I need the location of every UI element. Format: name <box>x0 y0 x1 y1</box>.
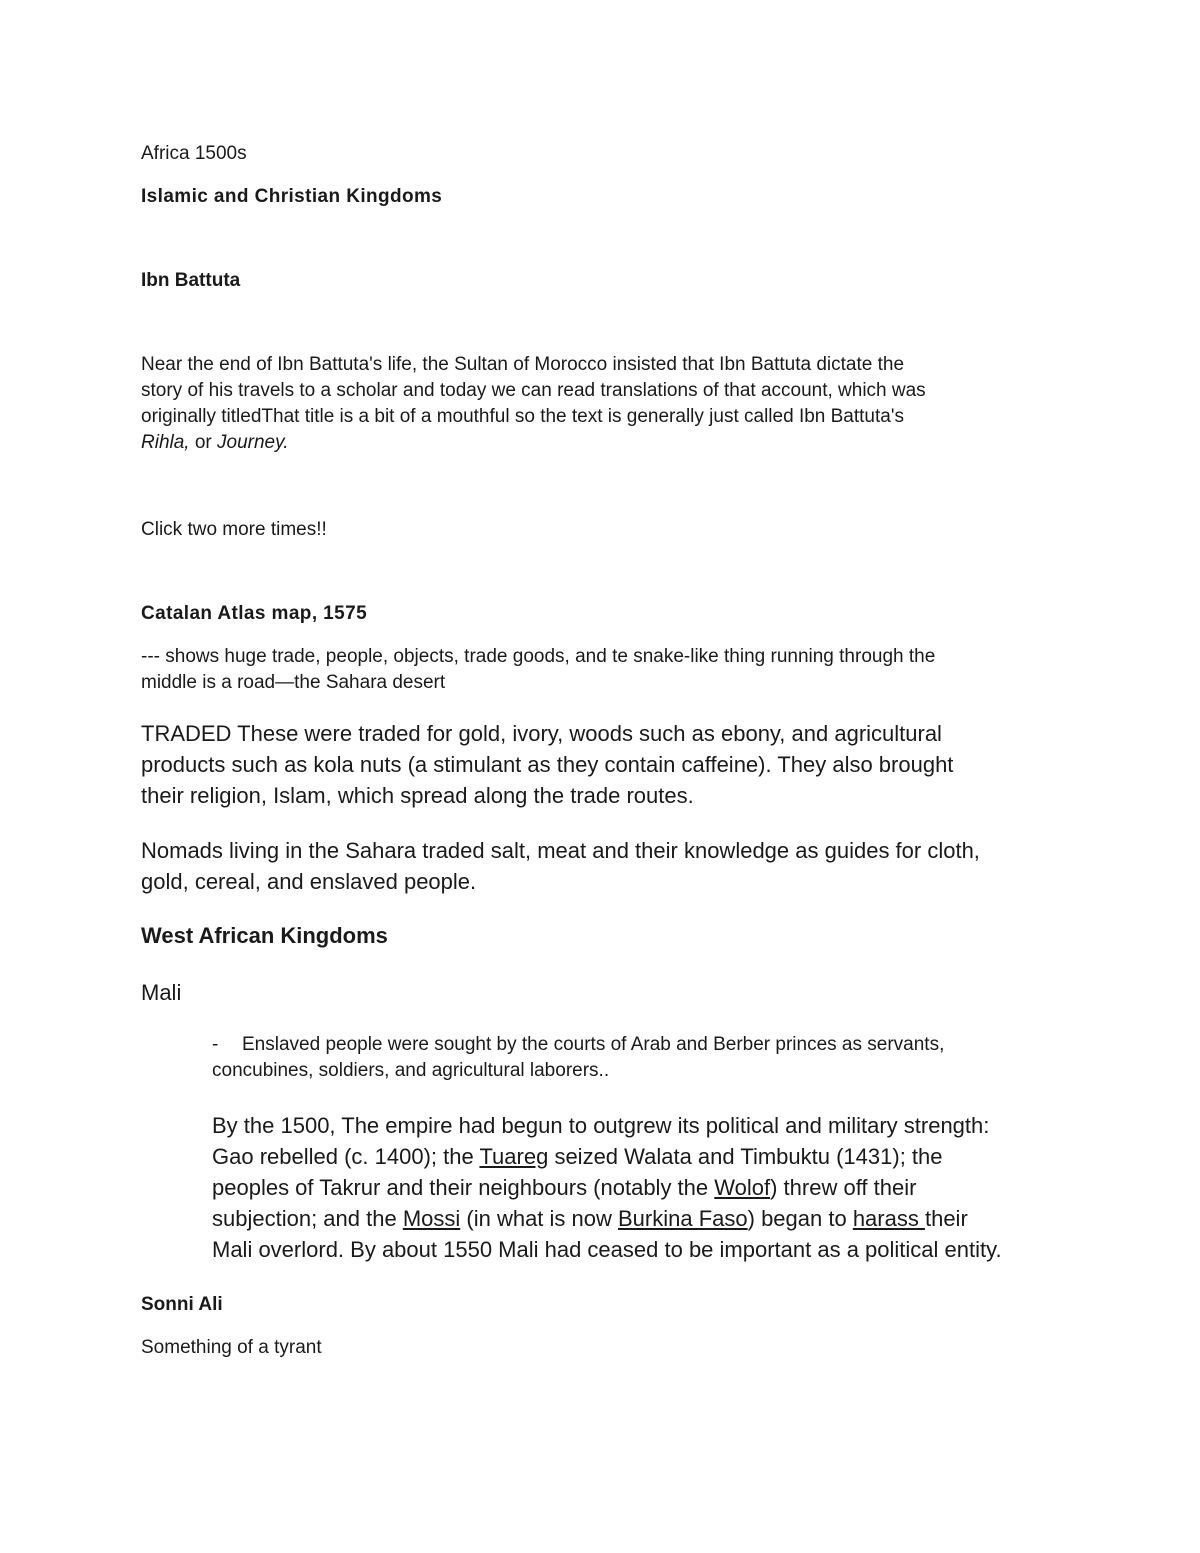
catalan-paragraph <box>141 644 935 696</box>
traded-line-2: products such as kola nuts (a stimulant as they contain caffeine). They also brought <box>141 752 954 777</box>
nomads-line-1: Nomads living in the Sahara traded salt, meat and their knowledge as guides for cloth, <box>141 838 980 863</box>
mali-label: Mali <box>141 980 182 1005</box>
ibn-battuta-paragraph <box>141 352 926 456</box>
mali-line-3-text-b: ) threw off their <box>770 1175 917 1200</box>
mali-line-2-text-a: Gao rebelled (c. 1400); the <box>212 1144 480 1169</box>
bullet-line-2: concubines, soldiers, and agricultural laborers.. <box>212 1060 610 1081</box>
wolof-link[interactable]: Wolof <box>714 1175 771 1200</box>
journey-word: Journey. <box>217 432 289 453</box>
enslaved-bullet <box>212 1032 944 1084</box>
heading-west-african-kingdoms: West African Kingdoms <box>141 923 388 948</box>
document-title-line: Africa 1500s <box>141 143 247 164</box>
mali-line-4-text-d: their <box>924 1206 968 1231</box>
bullet-text-1: Enslaved people were sought by the courts of Arab and Berber princes as servants, <box>242 1034 945 1055</box>
mali-line-4-text-b: (in what is now <box>460 1206 618 1231</box>
rihla-word: Rihla, <box>141 432 190 453</box>
traded-line-3: their religion, Islam, which spread along the trade routes. <box>141 783 694 808</box>
heading-ibn-battuta: Ibn Battuta <box>141 270 241 291</box>
mali-line-1: By the 1500, The empire had begun to outgrew its political and military strength: <box>212 1113 990 1138</box>
ibn-line-4 <box>141 430 926 456</box>
click-note: Click two more times!! <box>141 519 327 540</box>
mali-line-4 <box>212 1203 1002 1234</box>
harass-link[interactable]: harass <box>852 1206 925 1231</box>
ibn-line-2: story of his travels to a scholar and today we can read translations of that account, which was <box>141 380 926 401</box>
mali-line-4-text-c: ) began to <box>747 1206 853 1231</box>
bullet-marker: - <box>212 1034 219 1055</box>
subtitle-heading: Islamic and Christian Kingdoms <box>141 186 443 207</box>
traded-paragraph <box>141 718 953 811</box>
ibn-line-1: Near the end of Ibn Battuta's life, the Sultan of Morocco insisted that Ibn Battuta dictate the <box>141 354 905 375</box>
bullet-line-1 <box>212 1032 944 1058</box>
tuareg-link[interactable]: Tuareg <box>479 1144 549 1169</box>
catalan-line-1: --- shows huge trade, people, objects, trade goods, and te snake-like thing running through the <box>141 646 936 667</box>
mossi-link[interactable]: Mossi <box>402 1206 461 1231</box>
mali-line-3 <box>212 1172 1002 1203</box>
or-word: or <box>189 432 218 453</box>
heading-catalan-atlas: Catalan Atlas map, 1575 <box>141 603 368 624</box>
ibn-line-3: originally titledThat title is a bit of a mouthful so the text is generally just called Ibn Battuta's <box>141 406 904 427</box>
nomads-paragraph <box>141 835 980 897</box>
heading-sonni-ali: Sonni Ali <box>141 1294 223 1315</box>
burkina-faso-link[interactable]: Burkina Faso <box>618 1206 748 1231</box>
traded-line-1: TRADED These were traded for gold, ivory, woods such as ebony, and agricultural <box>141 721 942 746</box>
mali-line-2-text-b: seized Walata and Timbuktu (1431); the <box>548 1144 943 1169</box>
mali-line-5: Mali overlord. By about 1550 Mali had ceased to be important as a political entity. <box>212 1237 1002 1262</box>
nomads-line-2: gold, cereal, and enslaved people. <box>141 869 477 894</box>
mali-decline-paragraph <box>212 1110 1002 1265</box>
mali-line-4-text-a: subjection; and the <box>212 1206 403 1231</box>
mali-line-3-text-a: peoples of Takrur and their neighbours (notably the <box>212 1175 715 1200</box>
sonni-ali-note: Something of a tyrant <box>141 1337 322 1358</box>
mali-line-2 <box>212 1141 1002 1172</box>
catalan-line-2: middle is a road—the Sahara desert <box>141 672 446 693</box>
